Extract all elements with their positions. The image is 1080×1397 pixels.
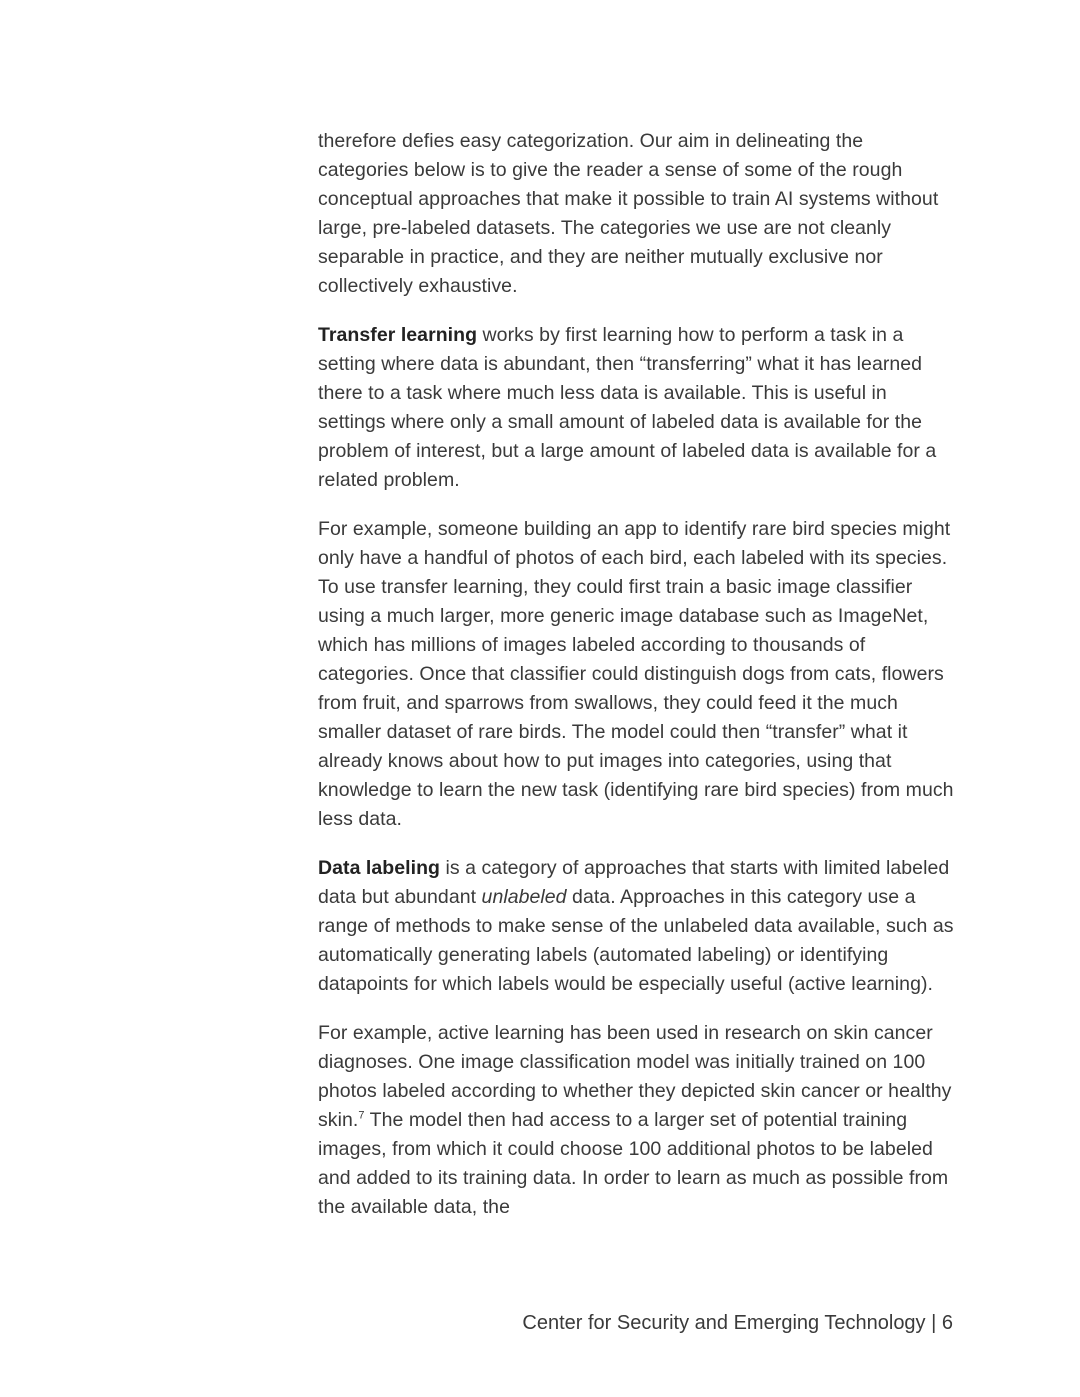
paragraph-text: works by first learning how to perform a task in a setting where data is abundant, then “transferring” what it has learned there to a task where much less data is available. This is useful in settings where only a small amount of labeled data is available for the problem of interest, but a large amount of labeled data is available for a related problem.: [318, 324, 937, 491]
paragraph-skin-cancer-example: [318, 1019, 958, 1222]
emphasis-unlabeled: unlabeled: [481, 886, 567, 908]
page-footer: Center for Security and Emerging Technology | 6: [522, 1312, 953, 1334]
paragraph-text: The model then had access to a larger set of potential training images, from which it could choose 100 additional photos to be labeled and added to its training data. In order to learn as much as possible from the available data, the: [318, 1109, 949, 1218]
paragraph-text: For example, someone building an app to identify rare bird species might only have a handful of photos of each bird, each labeled with its species. To use transfer learning, they could first train a basic image classifier using a much larger, more generic image database such as ImageNet, which has millions of images labeled according to thousands of categories. Once that classifier could distinguish dogs from cats, flowers from fruit, and sparrows from swallows, they could feed it the much smaller dataset of rare birds. The model could then “transfer” what it already knows about how to put images into categories, using that knowledge to learn the new task (identifying rare bird species) from much less data.: [318, 518, 954, 830]
paragraph-text: For example, active learning has been used in research on skin cancer diagnoses. One image classification model was initially trained on 100 photos labeled according to whether they depicted skin cancer or healthy skin.: [318, 1022, 952, 1131]
footnote-reference[interactable]: 7: [358, 1109, 365, 1122]
paragraph-categorization: [318, 127, 958, 301]
term-data-labeling: Data labeling: [318, 857, 441, 879]
paragraph-data-labeling: [318, 854, 958, 999]
paragraph-bird-example: [318, 515, 958, 834]
paragraph-transfer-learning: [318, 321, 958, 495]
body-text: [318, 127, 958, 1242]
paragraph-text: data. Approaches in this category use a range of methods to make sense of the unlabeled data available, such as automatically generating labels (automated labeling) or identifying datapoints for which labels would be especially useful (active learning).: [318, 886, 954, 995]
paragraph-text: is a category of approaches that starts with limited labeled data but abundant: [318, 857, 950, 908]
paragraph-text: therefore defies easy categorization. Our aim in delineating the categories below is to give the reader a sense of some of the rough conceptual approaches that make it possible to train AI systems without large, pre-labeled datasets. The categories we use are not cleanly separable in practice, and they are neither mutually exclusive nor collectively exhaustive.: [318, 130, 939, 297]
term-transfer-learning: Transfer learning: [318, 324, 478, 346]
